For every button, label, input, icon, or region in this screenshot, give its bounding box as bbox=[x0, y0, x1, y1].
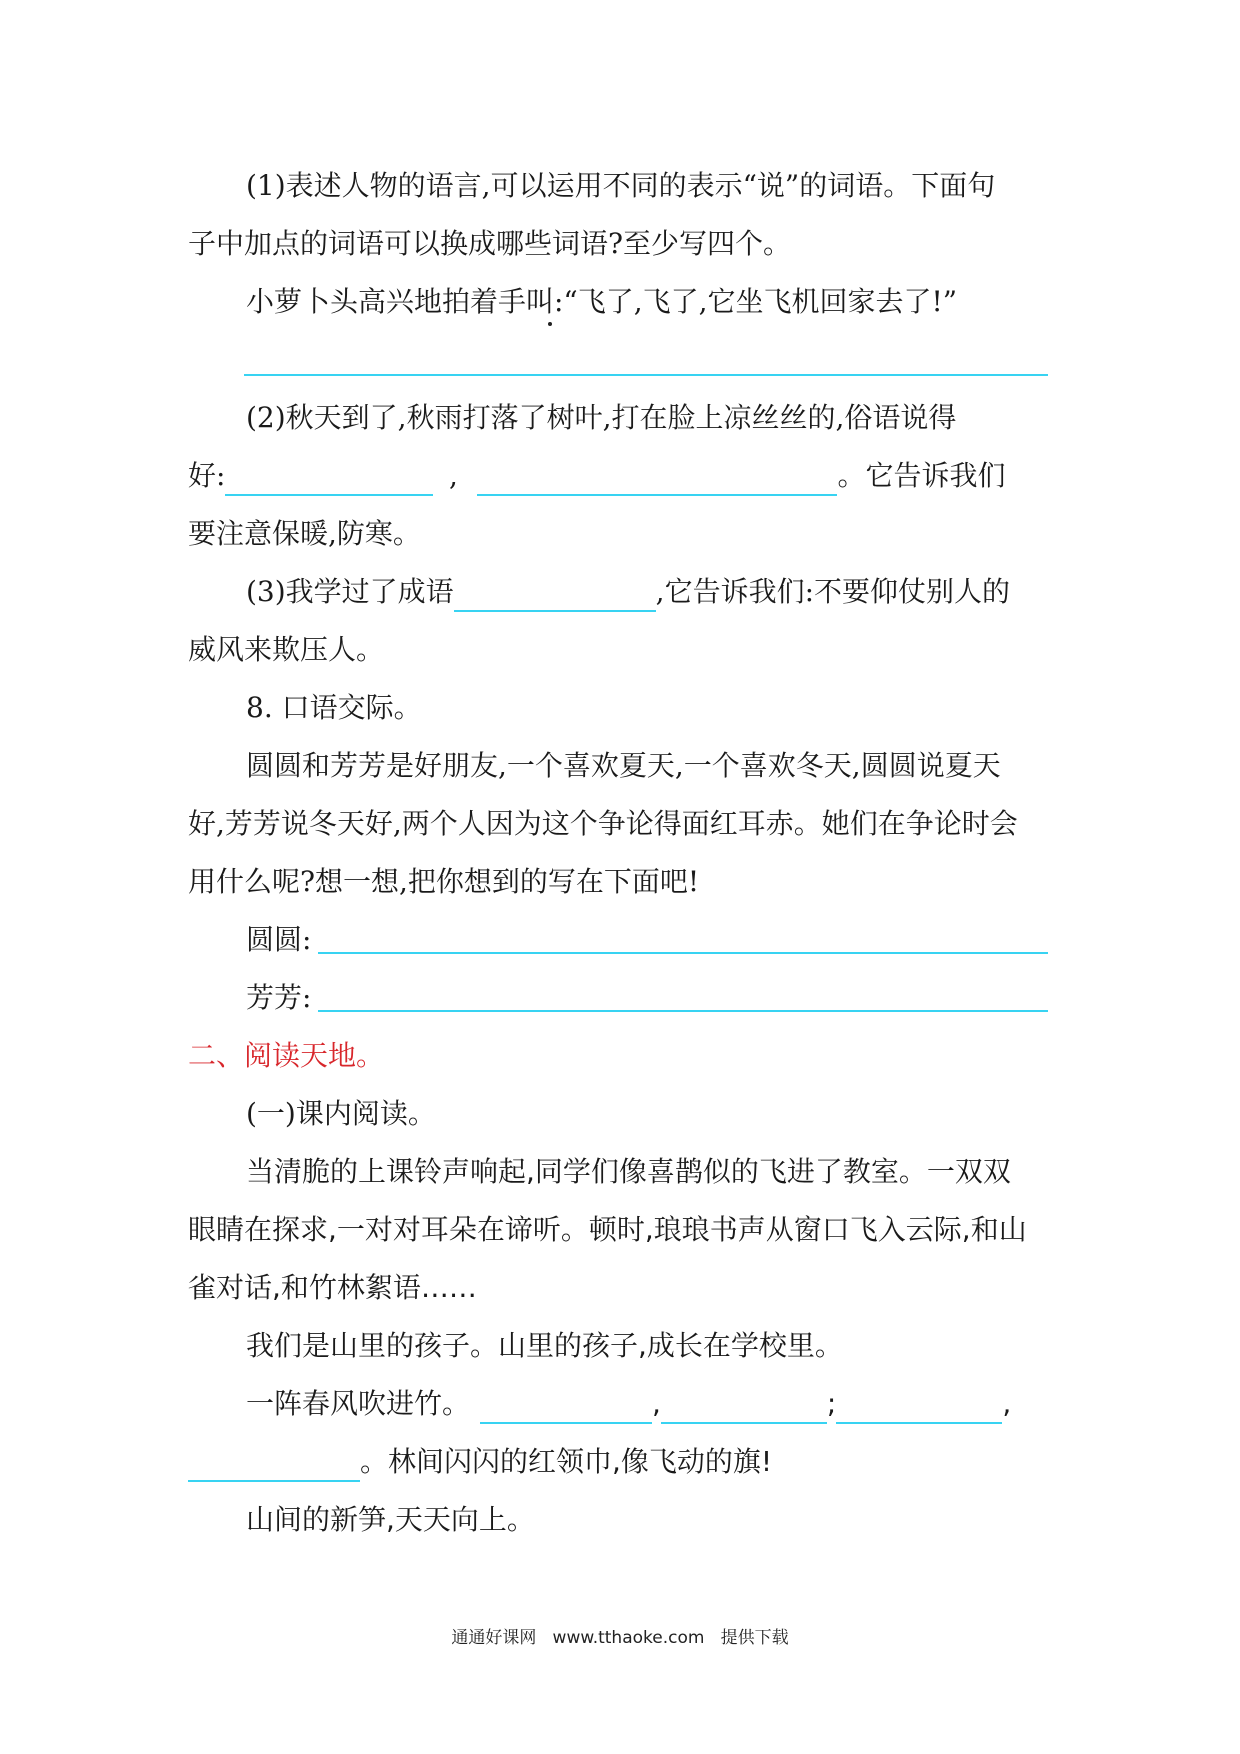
emphasis-dot bbox=[548, 322, 552, 326]
passage-para3-line2 bbox=[188, 1442, 772, 1482]
passage-para1-line3: 雀对话,和竹林絮语…… bbox=[188, 1271, 477, 1304]
answer-line-fangfang[interactable] bbox=[318, 1010, 1048, 1012]
passage-para3-prefix: 一阵春风吹进竹。 bbox=[246, 1387, 471, 1420]
passage-para2: 我们是山里的孩子。山里的孩子,成长在学校里。 bbox=[246, 1329, 843, 1362]
proverb-blank-2[interactable] bbox=[477, 464, 837, 496]
q7-part2-line2 bbox=[188, 456, 1005, 496]
fill-blank-4[interactable] bbox=[188, 1450, 360, 1482]
q7-part3-line2: 威风来欺压人。 bbox=[188, 633, 385, 666]
sub-heading-in-class-reading: (一)课内阅读。 bbox=[246, 1097, 436, 1130]
q7-part3-prefix: (3)我学过了成语 bbox=[246, 575, 454, 608]
footer-note: 提供下载 bbox=[720, 1628, 789, 1648]
footer-site-name: 通通好课网 bbox=[451, 1628, 537, 1648]
section-heading-reading: 二、阅读天地。 bbox=[188, 1039, 385, 1072]
q7-example-sentence: 小萝卜头高兴地拍着手叫:“飞了,飞了,它坐飞机回家去了!” bbox=[246, 285, 958, 318]
fill-blank-3[interactable] bbox=[836, 1392, 1002, 1424]
q8-line3: 用什么呢?想一想,把你想到的写在下面吧! bbox=[188, 865, 700, 898]
fill-blank-2[interactable] bbox=[661, 1392, 827, 1424]
separator-comma-1: , bbox=[652, 1387, 661, 1420]
idiom-blank[interactable] bbox=[454, 580, 656, 612]
separator-semicolon: ; bbox=[826, 1387, 837, 1420]
passage-para1-line2: 眼睛在探求,一对对耳朵在谛听。顿时,琅琅书声从窗口飞入云际,和山 bbox=[188, 1213, 1027, 1246]
q7-part2-suffix: 。它告诉我们 bbox=[837, 459, 1006, 492]
passage-para4: 山间的新笋,天天向上。 bbox=[246, 1503, 535, 1536]
speaker-fangfang-label: 芳芳: bbox=[246, 981, 312, 1014]
q7-part2-comma: , bbox=[448, 459, 458, 492]
passage-para1-line1: 当清脆的上课铃声响起,同学们像喜鹊似的飞进了教室。一双双 bbox=[246, 1155, 1011, 1188]
separator-comma-2: , bbox=[1002, 1387, 1012, 1420]
q7-part3-suffix: ,它告诉我们:不要仰仗别人的 bbox=[655, 575, 1011, 608]
proverb-blank-1[interactable] bbox=[225, 464, 433, 496]
passage-para3-line1 bbox=[246, 1384, 1011, 1424]
q7-part2-line1: (2)秋天到了,秋雨打落了树叶,打在脸上凉丝丝的,俗语说得 bbox=[246, 401, 957, 434]
q8-heading: 8. 口语交际。 bbox=[246, 691, 422, 724]
speaker-yuanyuan-label: 圆圆: bbox=[246, 923, 312, 956]
page-footer bbox=[0, 1623, 1240, 1648]
answer-line-q7-1[interactable] bbox=[244, 374, 1048, 376]
q7-part2-prefix: 好: bbox=[188, 459, 226, 492]
q7-part1-line2: 子中加点的词语可以换成哪些词语?至少写四个。 bbox=[188, 227, 792, 260]
q7-part2-line3: 要注意保暖,防寒。 bbox=[188, 517, 421, 550]
q8-line2: 好,芳芳说冬天好,两个人因为这个争论得面红耳赤。她们在争论时会 bbox=[188, 807, 1018, 840]
q8-line1: 圆圆和芳芳是好朋友,一个喜欢夏天,一个喜欢冬天,圆圆说夏天 bbox=[246, 749, 1001, 782]
footer-url[interactable]: www.tthaoke.com bbox=[552, 1628, 705, 1648]
q7-part1-line1: (1)表述人物的语言,可以运用不同的表示“说”的词语。下面句 bbox=[246, 169, 996, 202]
fill-blank-1[interactable] bbox=[480, 1392, 652, 1424]
answer-line-yuanyuan[interactable] bbox=[318, 952, 1048, 954]
passage-para3-suffix: 。林间闪闪的红领巾,像飞动的旗! bbox=[360, 1445, 773, 1478]
q7-part3-line1 bbox=[246, 572, 1010, 612]
